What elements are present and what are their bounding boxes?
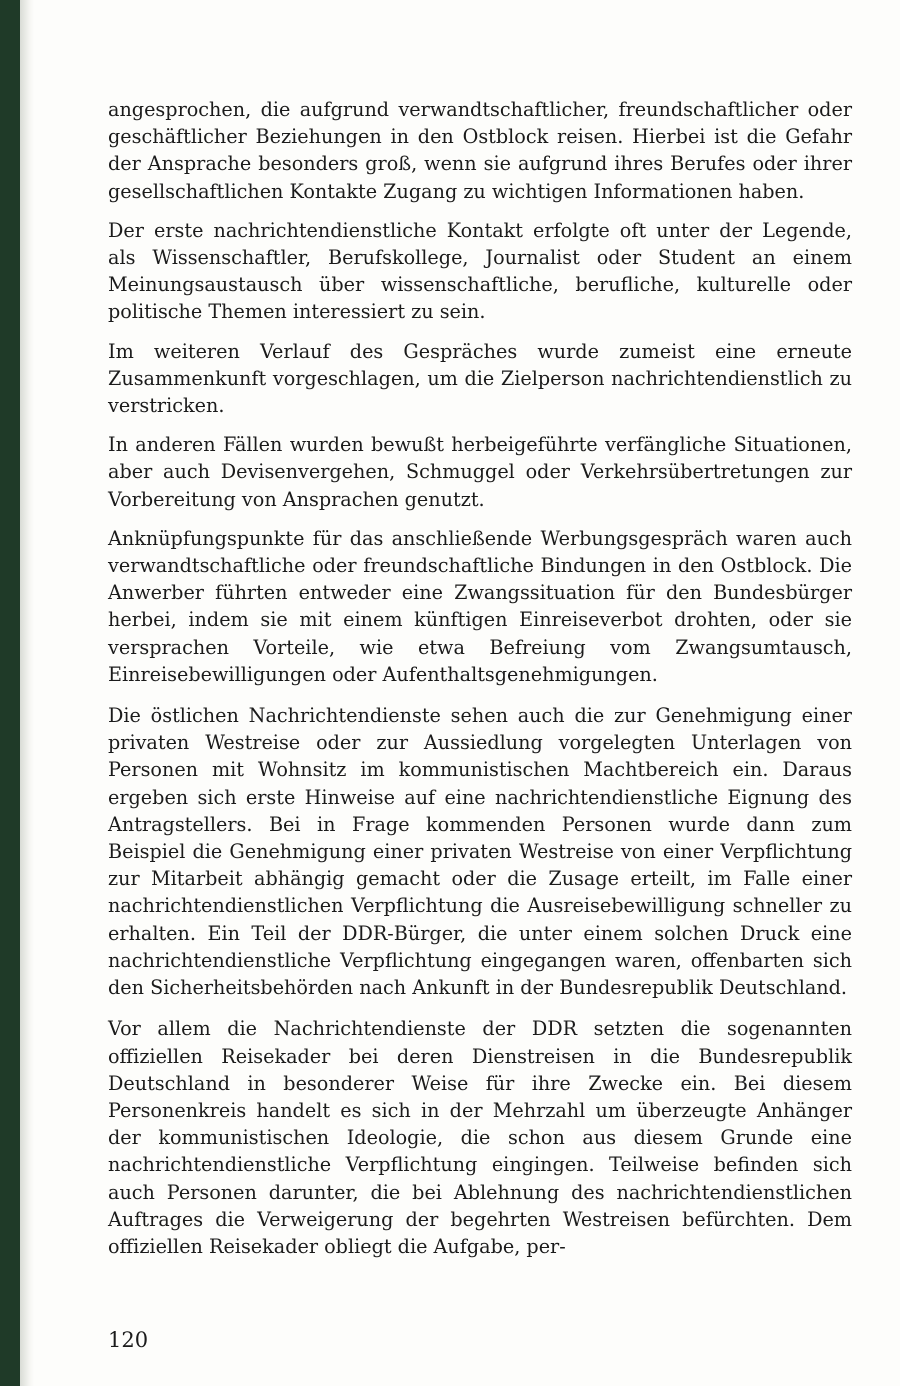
paragraph-3: Im weiteren Verlauf des Gespräches wurde zumeist eine erneute Zusammenkunft vorgeschlagen, um die Zielperson nachrichtendienstlich zu verstricken.	[108, 339, 852, 418]
binding-edge	[0, 0, 20, 1386]
paragraph-4: In anderen Fällen wurden bewußt herbeigeführte verfängliche Situationen, aber auch Devisenvergehen, Schmuggel oder Verkehrsübertretungen zur Vorbereitung von Ansprachen genutzt.	[108, 433, 852, 511]
paragraph-6: Die östlichen Nachrichtendienste sehen auch die zur Genehmigung einer privaten Westreise oder zur Aussiedlung vorgelegten Unterlagen von Personen mit Wohnsitz im kommunistischen Machtbereich ein. Daraus ergeben sich erste Hinweise auf eine nachrichtendienstliche Eignung des Antragstellers. Bei in Frage kommenden Personen wurde dann zum Beispiel die Genehmigung einer privaten Westreise von einer Verpflichtung zur Mitarbeit abhängig gemacht oder die Zusage erteilt, im Falle einer nachrichtendienstlichen Verpflichtung die Ausreisebewilligung schneller zu erhalten. Ein Teil der DDR-Bürger, die unter einem solchen Druck eine nachrichtendienstliche Verpflichtung eingegangen waren, offenbarten sich den Sicherheitsbehörden nach Ankunft in der Bundesrepublik Deutschland.	[108, 704, 852, 1000]
binding-shadow	[20, 0, 34, 1386]
body-text	[108, 96, 852, 1272]
page-number: 120	[108, 1328, 149, 1352]
paragraph-2: Der erste nachrichtendienstliche Kontakt erfolgte oft unter der Legende, als Wissenschaftler, Berufskollege, Journalist oder Student an einem Meinungsaustausch über wissenschaftliche, berufliche, kulturelle oder politische Themen interessiert zu sein.	[108, 218, 852, 324]
paragraph-5: Anknüpfungspunkte für das anschließende Werbungsgespräch waren auch verwandtschaftliche oder freundschaftliche Bindungen in den Ostblock. Die Anwerber führten entweder eine Zwangssituation für den Bundesbürger herbei, indem sie mit einem künftigen Einreiseverbot drohten, oder sie versprachen Vorteile, wie etwa Befreiung vom Zwangsumtausch, Einreisebewilligungen oder Aufenthaltsgenehmigungen.	[108, 526, 852, 686]
paragraph-1: angesprochen, die aufgrund verwandtschaftlicher, freundschaftlicher oder geschäftlicher Beziehungen in den Ostblock reisen. Hierbei ist die Gefahr der Ansprache besonders groß, wenn sie aufgrund ihres Berufes oder ihrer gesellschaftlichen Kontakte Zugang zu wichtigen Informationen haben.	[108, 98, 852, 203]
paragraph-7: Vor allem die Nachrichtendienste der DDR setzten die sogenannten offiziellen Reisekader bei deren Dienstreisen in die Bundesrepublik Deutschland in besonderer Weise für ihre Zwecke ein. Bei diesem Personenkreis handelt es sich in der Mehrzahl um überzeugte Anhänger der kommunistischen Ideologie, die schon aus diesem Grunde eine nachrichtendienstliche Verpflichtung eingingen. Teilweise befinden sich auch Personen darunter, die bei Ablehnung des nachrichtendienstlichen Auftrages die Verweigerung der begehrten Westreisen befürchten. Dem offiziellen Reisekader obliegt die Aufgabe, per-	[108, 1017, 852, 1258]
